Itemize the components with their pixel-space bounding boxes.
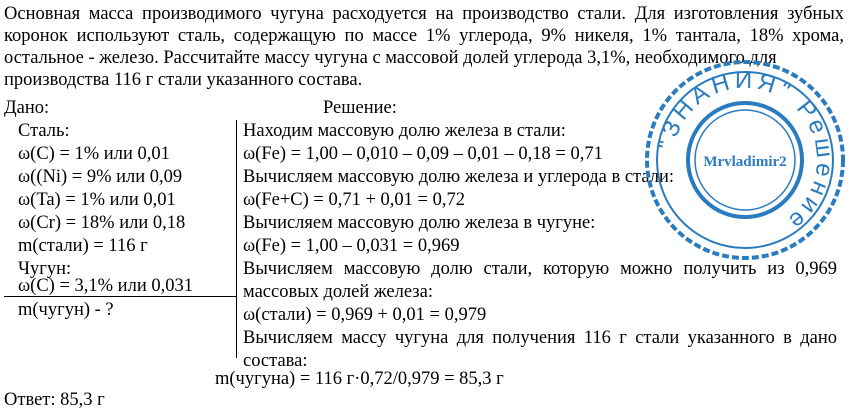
solution-line: Находим массовую долю железа в стали:: [243, 121, 566, 141]
final-formula: m(чугуна) = 116 г·0,72/0,979 = 85,3 г: [215, 369, 504, 389]
given-heading: Дано:: [4, 98, 50, 118]
given-line: m(стали) = 116 г: [18, 236, 148, 256]
given-line: Сталь:: [18, 121, 70, 141]
stamp: [640, 55, 850, 265]
solution-line: Вычисляем массовую долю железа и углерода в стали:: [243, 167, 675, 187]
solution-line: состава:: [243, 351, 308, 371]
solution-line: ω(Fe) = 1,00 – 0,010 – 0,09 – 0,01 – 0,18 = 0,71: [243, 144, 603, 164]
solution-heading: Решение:: [323, 98, 397, 118]
given-line: ω(Ta) = 1% или 0,01: [18, 190, 176, 210]
problem-line: производства 116 г стали указанного состава.: [4, 70, 363, 90]
problem-line: коронок используют сталь, содержащую по массе 1% углерода, 9% никеля, 1% тантала, 18% хрома,: [4, 26, 844, 46]
solution-line: ω(Fe) = 1,00 – 0,031 = 0,969: [243, 236, 460, 256]
given-line: Чугун:: [18, 259, 72, 279]
problem-line: Основная масса производимого чугуна расходуется на производство стали. Для изготовления зубных: [4, 4, 844, 24]
given-line: ω(C) = 3,1% или 0,031: [18, 276, 193, 296]
answer-line: Ответ: 85,3 г: [4, 390, 105, 410]
find-line: m(чугун) - ?: [18, 300, 114, 320]
solution-line: Вычисляем массовую долю стали, которую можно получить из 0,969: [243, 259, 837, 279]
problem-line: остальное - железо. Рассчитайте массу чугуна с массовой долей углерода 3,1%, необходимого для: [4, 48, 777, 68]
solution-line: массовых долей железа:: [243, 282, 433, 302]
solution-line: ω(стали) = 0,969 + 0,01 = 0,979: [243, 305, 487, 325]
solution-line: Вычисляем массовую долю железа в чугуне:: [243, 213, 596, 233]
given-line: ω(Cr) = 18% или 0,18: [18, 213, 186, 233]
column-divider: [236, 120, 237, 358]
stamp-center-text: Mrvladimir2: [703, 154, 787, 170]
stamp-ring-text: "ЗНАНИЯ" Решение: [652, 66, 839, 238]
solution-line: ω(Fe+C) = 0,71 + 0,01 = 0,72: [243, 190, 465, 210]
given-line: ω(C) = 1% или 0,01: [18, 144, 170, 164]
given-line: ω((Ni) = 9% или 0,09: [18, 167, 183, 187]
solution-line: Вычисляем массу чугуна для получения 116 г стали указанного в дано: [243, 328, 837, 348]
